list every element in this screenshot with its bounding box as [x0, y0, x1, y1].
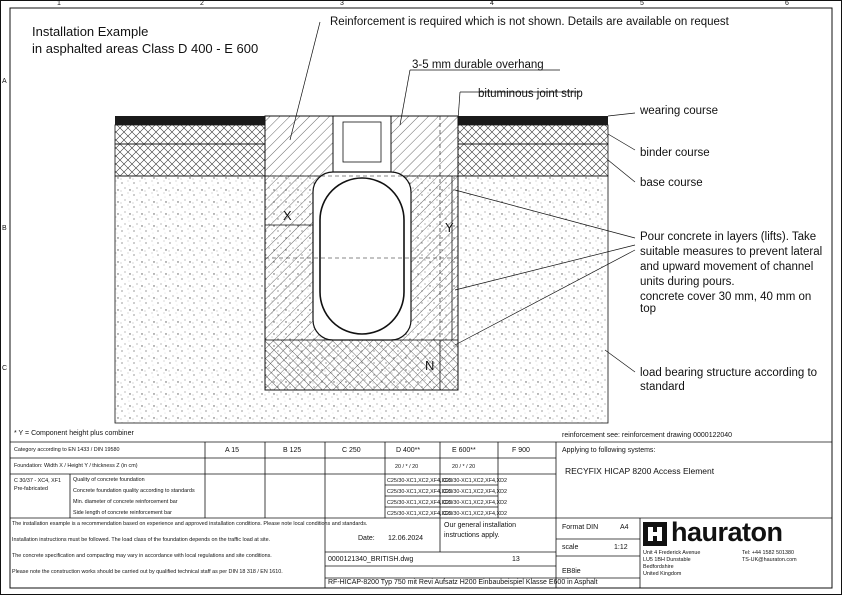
callout-base: base course — [640, 177, 703, 189]
dim-label-x: X — [283, 208, 292, 223]
format-label: Format DIN — [562, 524, 599, 531]
cube-e-4: C25/30-XC1,XC2,XF4,XD2 — [442, 511, 508, 517]
callout-load-1: load bearing structure according to — [640, 367, 818, 379]
dims-d400: 20 / * / 20 — [395, 464, 419, 470]
general-1: Our general installation — [444, 522, 516, 529]
base-course — [115, 144, 265, 176]
cube-d-3: C25/30-XC1,XC2,XF4,XD2 — [387, 500, 453, 506]
revision: EB8ie — [562, 568, 581, 575]
callout-pour-6: top — [640, 303, 656, 315]
cube-label-3: Min. diameter of concrete reinforcement bar — [73, 499, 178, 505]
grid-row-a: A — [2, 78, 7, 85]
binder-course-right — [458, 125, 608, 144]
cube-d-1: C25/30-XC1,XC2,XF4,XD2 — [387, 478, 453, 484]
cube-e-1: C25/30-XC1,XC2,XF4,XD2 — [442, 478, 508, 484]
callout-wearing: wearing course — [640, 105, 718, 117]
cube-d-4: C25/30-XC1,XC2,XF4,XD2 — [387, 511, 453, 517]
row-category: Category according to EN 1433 / DIN 19580 — [14, 447, 120, 453]
callout-load-2: standard — [640, 381, 685, 393]
class-e600: E 600** — [452, 447, 476, 454]
contact-phone: Tel: +44 1582 501380 — [742, 550, 795, 556]
general-2: instructions apply. — [444, 532, 500, 539]
callout-joint-strip: bituminous joint strip — [478, 88, 583, 100]
grid-row-b: B — [2, 225, 7, 232]
company-3: Bedfordshire — [643, 564, 674, 570]
channel-pipe — [320, 178, 404, 334]
row-prefab: Pre-fabricated — [14, 486, 48, 492]
drawing-caption: RF-HICAP-8200 Typ 750 mit Revi Aufsatz H200 Einbaubeispiel Klasse E600 in Asphalt — [328, 579, 598, 586]
sheet-number: 13 — [512, 556, 520, 563]
title-line-1: Installation Example — [32, 24, 149, 39]
binder-course — [115, 125, 265, 144]
grid-col-4: 4 — [490, 0, 494, 7]
grating — [343, 122, 381, 162]
callout-pour-2: suitable measures to prevent lateral — [640, 246, 823, 258]
date-label: Date: — [358, 535, 375, 542]
title-line-2: in asphalted areas Class D 400 - E 600 — [32, 41, 259, 56]
grid-col-2: 2 — [200, 0, 204, 7]
company-2: LU5 1BH Dunstable — [643, 557, 691, 563]
wearing-course — [115, 116, 265, 125]
dim-label-y: Y — [445, 220, 454, 235]
brand-name: hauraton — [671, 517, 783, 547]
grid-col-3: 3 — [340, 0, 344, 7]
grid-col-5: 5 — [640, 0, 644, 7]
class-f900: F 900 — [512, 447, 530, 454]
scale-label: scale — [562, 544, 579, 551]
cube-label-4: Side length of concrete reinforcement bar — [73, 510, 172, 516]
class-c250: C 250 — [342, 447, 361, 454]
contact-email: TS-UK@hauraton.com — [742, 557, 797, 563]
base-course-right — [458, 144, 608, 176]
company-4: United Kingdom — [643, 571, 682, 577]
grid-col-6: 6 — [785, 0, 789, 7]
class-d400: D 400** — [396, 447, 421, 454]
rebar-footnote: reinforcement see: reinforcement drawing 0000122040 — [562, 432, 733, 439]
callout-pour-5: concrete cover 30 mm, 40 mm on — [640, 291, 812, 303]
company-1: Unit 4 Frederick Avenue — [643, 550, 701, 556]
callout-pour-4: units during pours. — [640, 276, 735, 288]
grid-row-c: C — [2, 365, 8, 372]
disclaimer-4: Please note the construction works should be carried out by qualified technical staff as per DIN 18 318 / EN 1610. — [12, 569, 283, 575]
y-footnote: * Y = Component height plus combiner — [14, 430, 134, 437]
date-value: 12.06.2024 — [388, 535, 424, 542]
callout-pour-3: and upward movement of channel — [640, 261, 814, 273]
callout-overhang: 3-5 mm durable overhang — [412, 59, 544, 71]
format-value: A4 — [620, 524, 629, 531]
class-a15: A 15 — [225, 447, 240, 454]
scale-value: 1:12 — [614, 544, 628, 551]
cube-label-1: Quality of concrete foundation — [73, 477, 145, 483]
drawing-number: 0000121340_BRITISH.dwg — [328, 556, 414, 563]
wearing-course-right — [458, 116, 608, 125]
dim-label-n: N — [425, 358, 435, 373]
applying-label: Applying to following systems: — [562, 447, 656, 454]
callout-binder: binder course — [640, 147, 710, 159]
disclaimer-2: Installation instructions must be followed. The load class of the foundation depends on the traffic load at site. — [12, 537, 271, 543]
disclaimer-3: The concrete specification and compacting may vary in accordance with local regulations and site conditions. — [12, 553, 272, 559]
system-name: RECYFIX HICAP 8200 Access Element — [565, 466, 715, 476]
grid-col-1: 1 — [57, 0, 61, 7]
row-concrete: C 30/37 - XC4, XF1 — [14, 478, 62, 484]
dims-e600: 20 / * / 20 — [452, 464, 476, 470]
row-foundation: Foundation: Width X / Height Y / thickness Z (in cm) — [14, 463, 138, 469]
callout-pour-1: Pour concrete in layers (lifts). Take — [640, 231, 817, 243]
cube-e-2: C25/30-XC1,XC2,XF4,XD2 — [442, 489, 508, 495]
cube-e-3: C25/30-XC1,XC2,XF4,XD2 — [442, 500, 508, 506]
hauraton-logo-mark — [643, 522, 667, 546]
cube-d-2: C25/30-XC1,XC2,XF4,XD2 — [387, 489, 453, 495]
disclaimer-1: The installation example is a recommendation based on experience and approved installation conditions. Please note local conditions and standards. — [12, 521, 368, 527]
callout-reinforcement: Reinforcement is required which is not shown. Details are available on request — [330, 16, 729, 28]
class-b125: B 125 — [283, 447, 302, 454]
cube-label-2: Concrete foundation quality according to standards — [73, 488, 195, 494]
